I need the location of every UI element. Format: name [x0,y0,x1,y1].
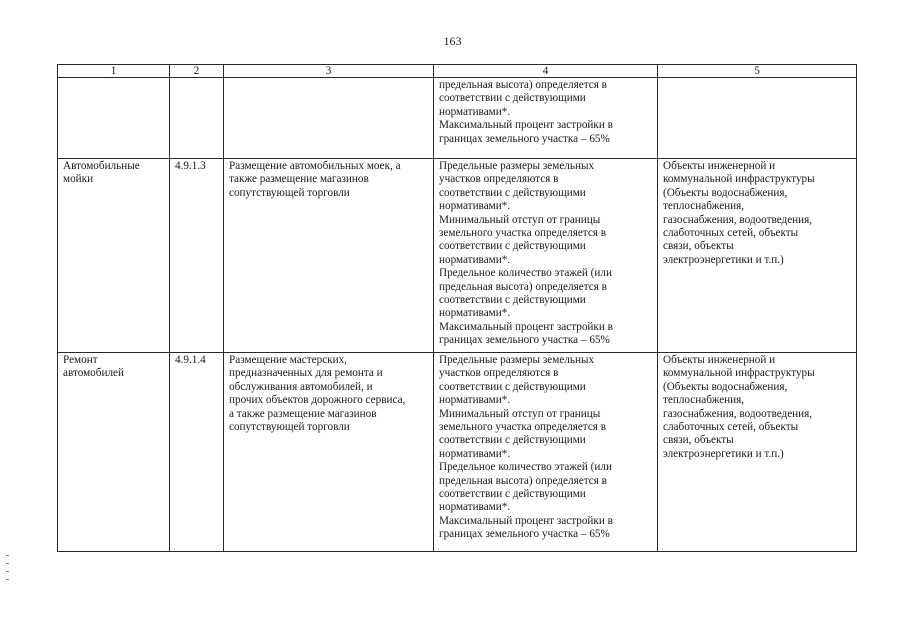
cell-use-name: Ремонт автомобилей [58,353,170,552]
table-header-row [58,65,857,78]
table-row-car-wash [58,159,857,353]
table-row-continuation [58,78,857,159]
cell-parameters: Предельные размеры земельных участков определяются в соответствии с действующими нормативами*. Минимальный отступ от границы земельного участка определяется в соответствии с действующими нормативами*. Предельное количество этажей (или предельная высота) определяется в соответствии с действующими нормативами*. Максимальный процент застройки в границах земельного участка – 65% [434,159,658,353]
column-header-5: 5 [658,65,857,78]
cell-use-code: 4.9.1.3 [170,159,224,353]
cell-use-description: Размещение мастерских, предназначенных для ремонта и обслуживания автомобилей, и прочих объектов дорожного сервиса, а также размещение магазинов сопутствующей торговли [224,353,434,552]
column-header-4: 4 [434,65,658,78]
cell-auxiliary-uses: Объекты инженерной и коммунальной инфраструктуры (Объекты водоснабжения, теплоснабжения, газоснабжения, водоотведения, слаботочных сетей, объекты связи, объекты электроэнергетики и т.п.) [658,353,857,552]
column-header-3: 3 [224,65,434,78]
column-header-1: 1 [58,65,170,78]
column-header-2: 2 [170,65,224,78]
table-row-car-repair [58,353,857,552]
cell-use-code: 4.9.1.4 [170,353,224,552]
cell-auxiliary-uses [658,78,857,159]
cell-use-code [170,78,224,159]
cell-auxiliary-uses: Объекты инженерной и коммунальной инфраструктуры (Объекты водоснабжения, теплоснабжения, газоснабжения, водоотведения, слаботочных сетей, объекты связи, объекты электроэнергетики и т.п.) [658,159,857,353]
cell-use-name [58,78,170,159]
cell-use-description [224,78,434,159]
scan-artifact-marks [6,555,9,585]
cell-parameters: Предельные размеры земельных участков определяются в соответствии с действующими нормативами*. Минимальный отступ от границы земельного участка определяется в соответствии с действующими нормативами*. Предельное количество этажей (или предельная высота) определяется в соответствии с действующими нормативами*. Максимальный процент застройки в границах земельного участка – 65% [434,353,658,552]
cell-use-description: Размещение автомобильных моек, а также размещение магазинов сопутствующей торговли [224,159,434,353]
cell-parameters: предельная высота) определяется в соответствии с действующими нормативами*. Максимальный процент застройки в границах земельного участка – 65% [434,78,658,159]
page-number: 163 [443,34,462,48]
zoning-table [57,64,857,552]
cell-use-name: Автомобильные мойки [58,159,170,353]
